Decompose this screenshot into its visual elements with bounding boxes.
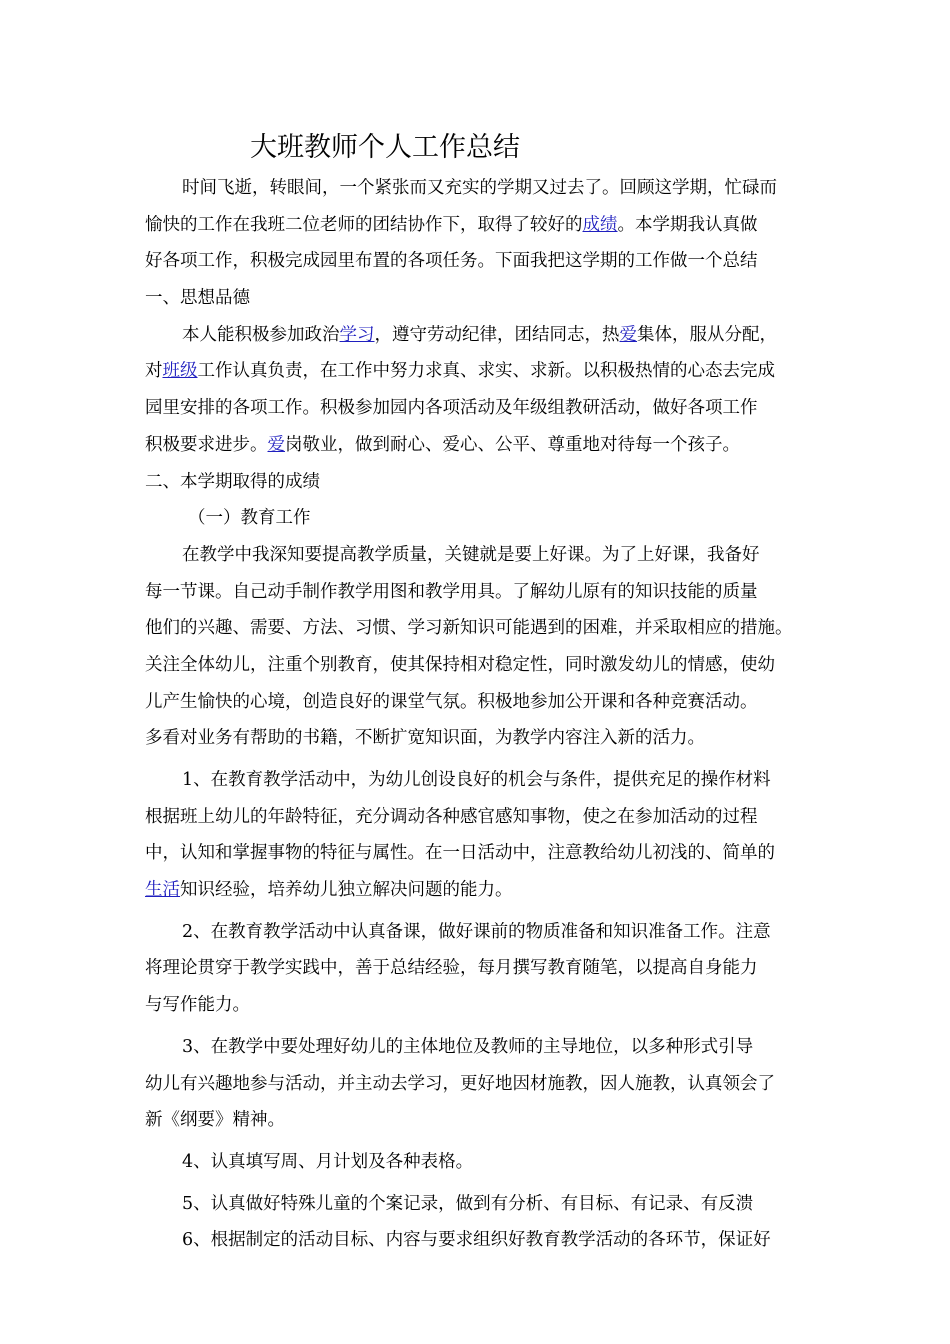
text-segment: 一、思想品德 <box>145 288 250 309</box>
document-body <box>145 170 810 1259</box>
text-line <box>145 647 810 684</box>
text-line <box>145 353 810 390</box>
text-line <box>145 1102 810 1139</box>
text-segment: 多看对业务有帮助的书籍，不断扩宽知识面，为教学内容注入新的活力。 <box>145 728 705 749</box>
text-line <box>145 280 810 317</box>
text-segment: 。本学期我认真做 <box>617 214 758 235</box>
text-segment: 1、在教育教学活动中，为幼儿创设良好的机会与条件，提供充足的操作材料 <box>182 770 771 790</box>
text-line <box>145 317 810 354</box>
text-line <box>145 720 810 757</box>
text-segment: 根据班上幼儿的年龄特征，充分调动各种感官感知事物，使之在参加活动的过程 <box>145 806 758 827</box>
text-line <box>145 574 810 611</box>
text-segment: 工作认真负责，在工作中努力求真、求实、求新。以积极热情的心态去完成 <box>197 361 775 382</box>
text-segment: 知识经验，培养幼儿独立解决问题的能力。 <box>180 880 513 901</box>
text-segment: ，遵守劳动纪律，团结同志，热 <box>374 324 620 345</box>
text-line <box>145 914 810 951</box>
text-segment: 他们的兴趣、需要、方法、习惯、学习新知识可能遇到的困难，并采取相应的措施。 <box>145 618 793 639</box>
text-line <box>145 207 810 244</box>
document-title: 大班教师个人工作总结 <box>250 132 520 163</box>
text-line <box>145 390 810 427</box>
inline-link[interactable]: 爱 <box>619 324 637 345</box>
text-line <box>145 1186 810 1223</box>
text-line <box>145 170 810 207</box>
text-line <box>145 464 810 501</box>
inline-link[interactable]: 成绩 <box>582 214 618 235</box>
text-line <box>145 1222 810 1259</box>
text-segment: 园里安排的各项工作。积极参加园内各项活动及年级组教研活动，做好各项工作 <box>145 398 758 419</box>
text-segment: 2、在教育教学活动中认真备课，做好课前的物质准备和知识准备工作。注意 <box>182 921 771 942</box>
text-segment: （一）教育工作 <box>188 508 311 529</box>
text-segment: 新《纲要》精神。 <box>145 1110 285 1131</box>
text-segment: 幼儿有兴趣地参与活动，并主动去学习，更好地因材施教，因人施教，认真领会了 <box>145 1073 775 1094</box>
text-line <box>145 1029 810 1066</box>
text-segment: 4、认真填写周、月计划及各种表格。 <box>182 1151 474 1172</box>
text-segment: 好各项工作，积极完成园里布置的各项任务。下面我把这学期的工作做一个总结 <box>145 251 758 272</box>
text-segment: 岗敬业，做到耐心、爱心、公平、尊重地对待每一个孩子。 <box>285 434 740 455</box>
text-line <box>145 1066 810 1103</box>
text-segment: 集体，服从分配， <box>637 324 777 345</box>
text-line <box>145 762 810 799</box>
text-segment: 与写作能力。 <box>145 995 250 1016</box>
text-segment: 二、本学期取得的成绩 <box>145 471 320 492</box>
text-segment: 5、认真做好特殊儿童的个案记录，做到有分析、有目标、有记录、有反溃 <box>182 1193 754 1214</box>
text-segment: 在教学中我深知要提高教学质量，关键就是要上好课。为了上好课，我备好 <box>182 544 760 565</box>
inline-link[interactable]: 爱 <box>267 434 285 455</box>
text-segment: 每一节课。自己动手制作教学用图和教学用具。了解幼儿原有的知识技能的质量 <box>145 581 758 602</box>
text-line <box>145 835 810 872</box>
text-line <box>145 427 810 464</box>
text-segment: 本人能积极参加政治 <box>182 324 340 345</box>
text-line <box>145 799 810 836</box>
text-segment: 6、根据制定的活动目标、内容与要求组织好教育教学活动的各环节，保证好 <box>182 1230 771 1251</box>
text-line <box>145 500 810 537</box>
text-segment: 3、在教学中要处理好幼儿的主体地位及教师的主导地位，以多种形式引导 <box>182 1036 754 1057</box>
inline-link[interactable]: 班级 <box>162 361 198 382</box>
text-line <box>145 987 810 1024</box>
text-line <box>145 537 810 574</box>
text-line <box>145 950 810 987</box>
text-line <box>145 243 810 280</box>
text-segment: 愉快的工作在我班二位老师的团结协作下，取得了较好的 <box>145 214 583 235</box>
text-line <box>145 872 810 909</box>
text-line <box>145 1144 810 1181</box>
text-segment: 关注全体幼儿，注重个别教育，使其保持相对稳定性，同时激发幼儿的情感，使幼 <box>145 654 775 675</box>
inline-link[interactable]: 生活 <box>145 880 180 901</box>
text-segment: 时间飞逝，转眼间，一个紧张而又充实的学期又过去了。回顾这学期，忙碌而 <box>182 178 777 198</box>
text-line <box>145 610 810 647</box>
text-segment: 将理论贯穿于教学实践中，善于总结经验，每月撰写教育随笔，以提高自身能力 <box>145 958 758 979</box>
text-segment: 对 <box>145 361 163 382</box>
text-segment: 中，认知和掌握事物的特征与属性。在一日活动中，注意教给幼儿初浅的、简单的 <box>145 843 775 864</box>
inline-link[interactable]: 学习 <box>339 324 375 345</box>
text-segment: 儿产生愉快的心境，创造良好的课堂气氛。积极地参加公开课和各种竞赛活动。 <box>145 691 758 712</box>
text-segment: 积极要求进步。 <box>145 434 268 455</box>
text-line <box>145 684 810 721</box>
